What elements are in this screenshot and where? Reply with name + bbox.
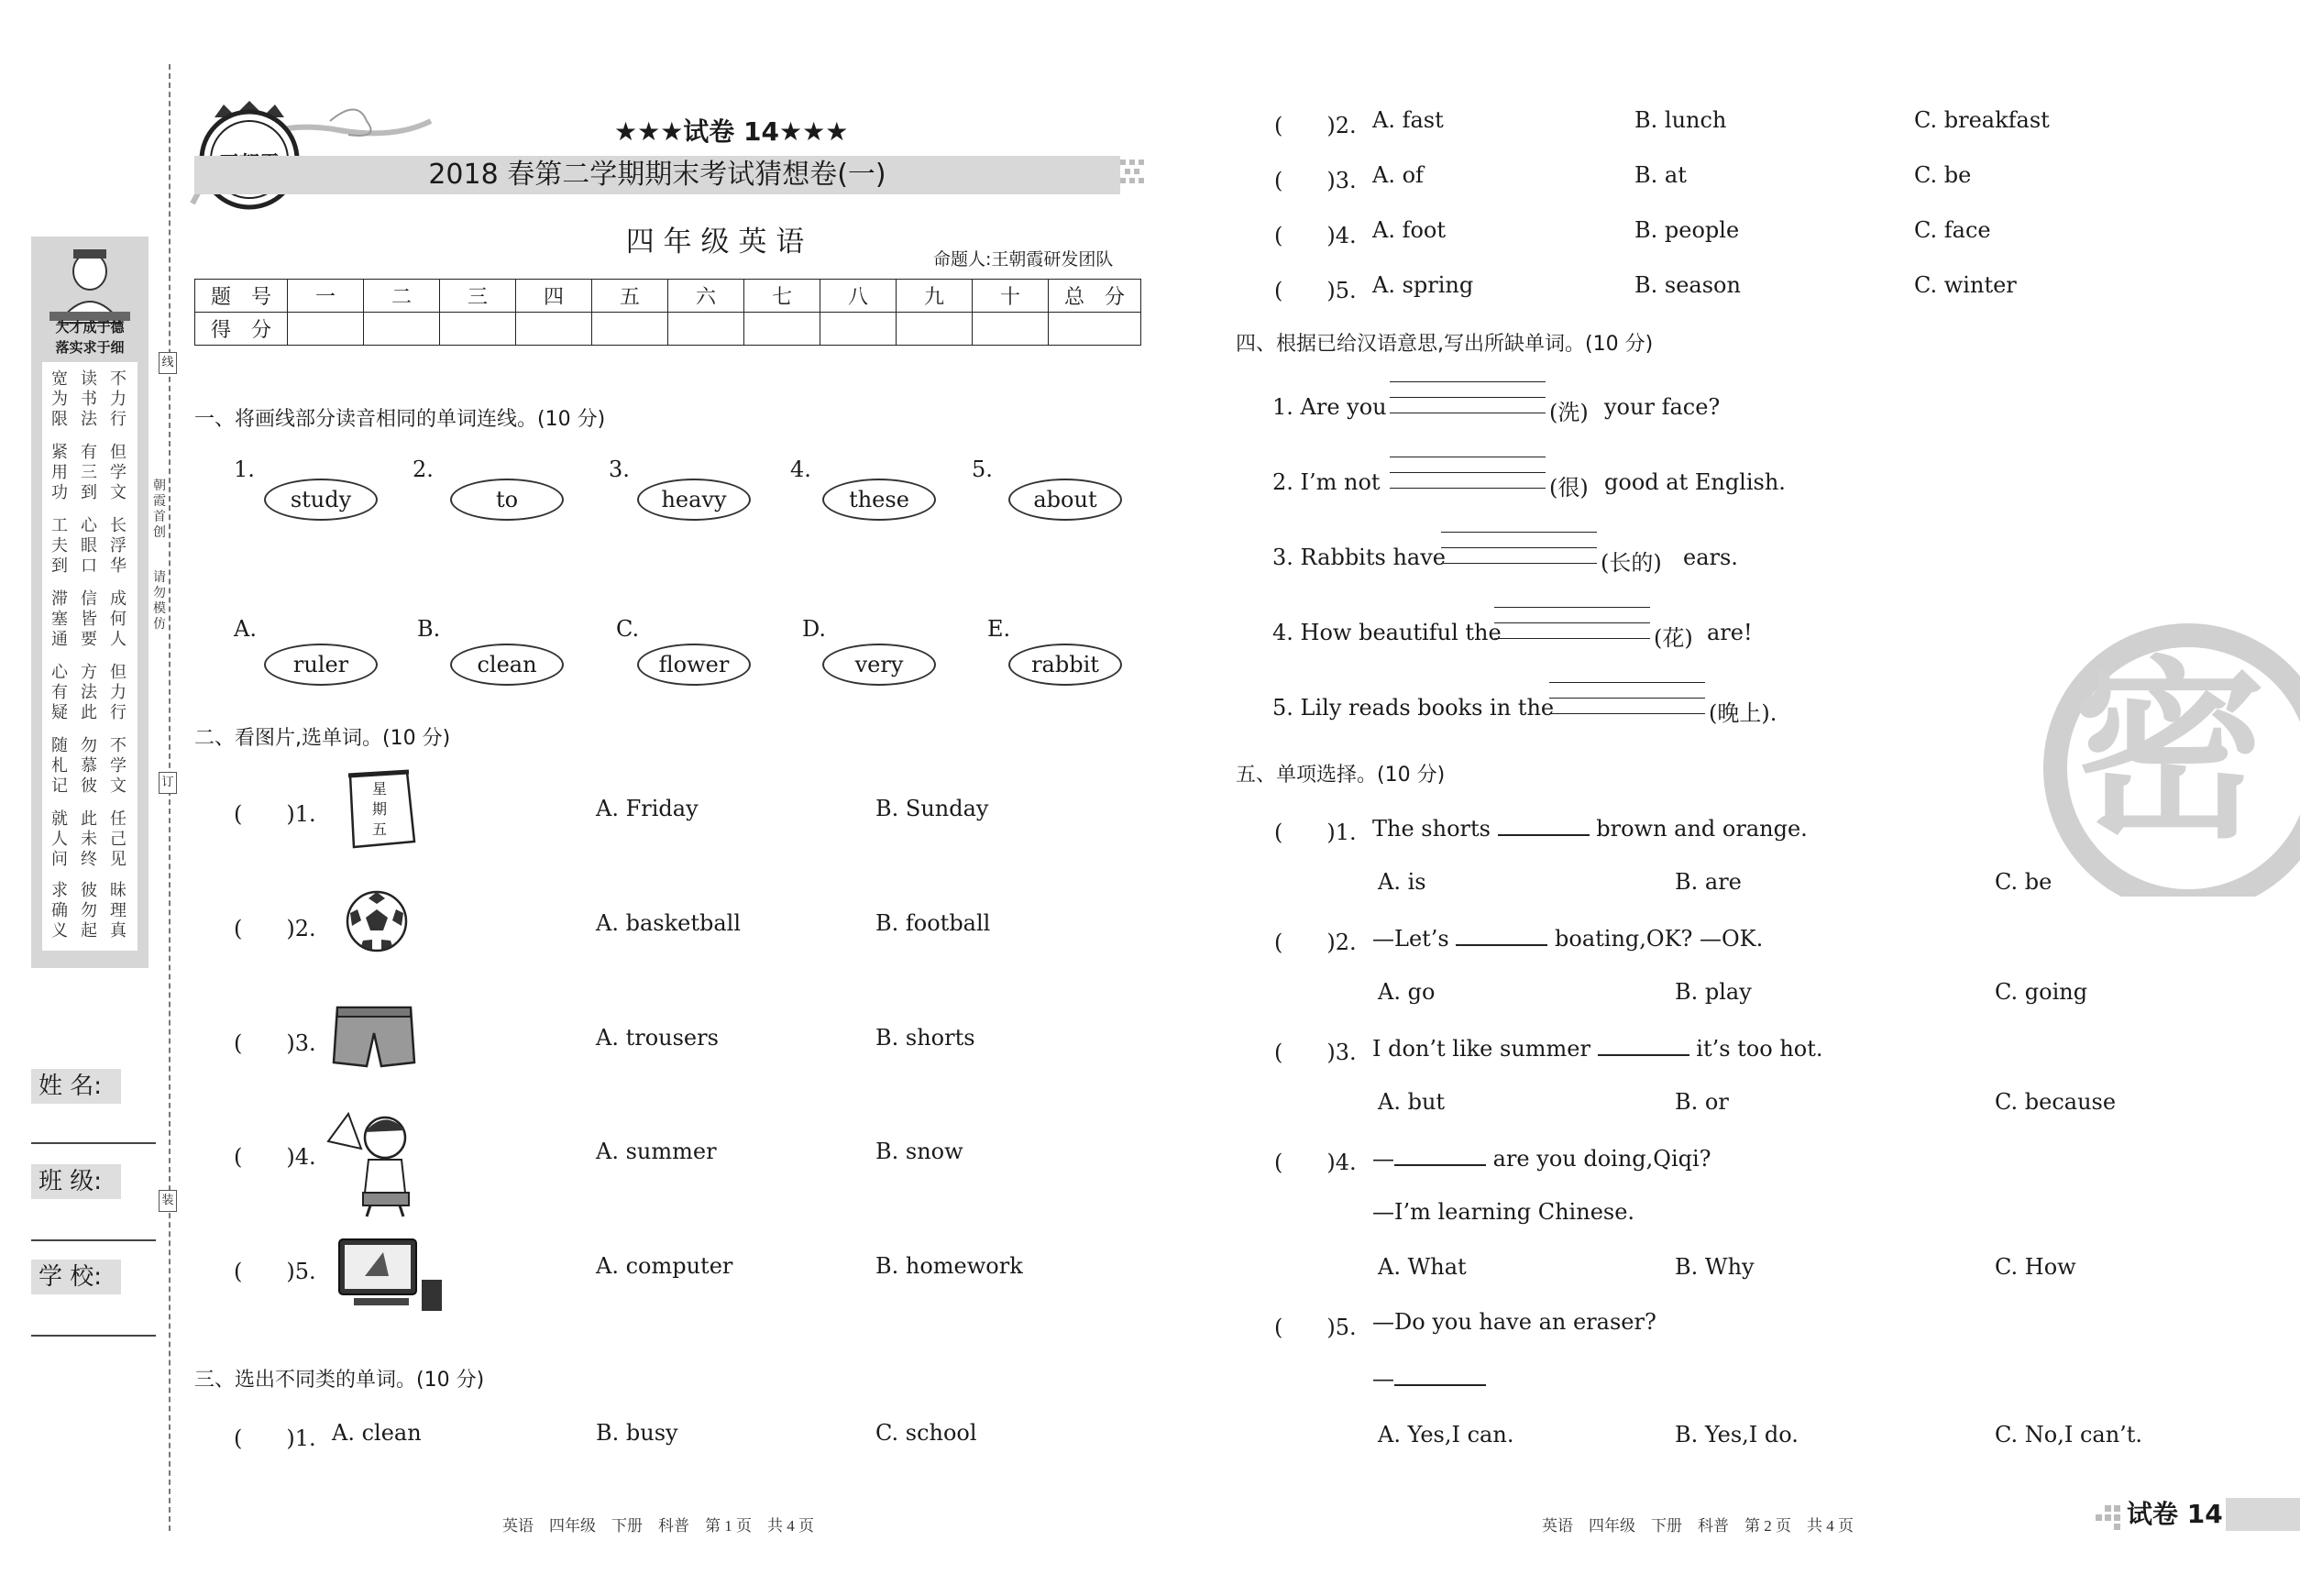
score-cell: 六 <box>668 280 744 313</box>
fill-hint: (晚上). <box>1709 700 1777 726</box>
fill-hint: (很) <box>1549 475 1589 501</box>
option-a[interactable]: A. of <box>1372 162 1424 188</box>
option-a[interactable]: A. go <box>1378 979 1436 1005</box>
option-c[interactable]: C. going <box>1995 979 2088 1005</box>
motto-text: 求确义 <box>51 881 68 941</box>
fill-sentence-end: your face? <box>1604 394 1721 420</box>
option-b[interactable]: B. homework <box>875 1253 1023 1279</box>
side-vertical-text: 朝霞首创 <box>153 479 166 540</box>
answer-blank[interactable] <box>1598 1034 1689 1056</box>
question-end: boating,OK? —OK. <box>1555 926 1764 952</box>
motto-text: 长浮华 <box>110 516 127 576</box>
class-label: 班 级: <box>31 1164 121 1199</box>
match-word-oval[interactable]: ruler <box>264 644 378 686</box>
dialog-reply <box>1372 1364 1486 1392</box>
question-text <box>1372 814 1808 842</box>
motto-columns <box>42 362 138 951</box>
watermark-seal <box>2028 612 2300 897</box>
motto-text: 彼勿起 <box>81 881 97 941</box>
question-end: brown and orange. <box>1596 816 1808 842</box>
answer-paren[interactable]: ( )5. <box>1274 1315 1357 1340</box>
motto-text: 宽为限 <box>51 369 68 429</box>
answer-paren[interactable]: ( )2. <box>234 916 316 941</box>
score-input[interactable] <box>744 313 820 346</box>
motto-text: 有三到 <box>81 443 97 502</box>
option-a[interactable]: A. foot <box>1372 217 1447 243</box>
section5-title: 五、单项选择。(10 分) <box>1236 764 1446 787</box>
answer-lines[interactable] <box>1549 682 1705 733</box>
score-input[interactable] <box>973 313 1049 346</box>
option-a[interactable]: A. is <box>1378 869 1426 895</box>
score-cell: 一 <box>288 280 364 313</box>
section3-title: 三、选出不同类的单词。(10 分) <box>194 1369 485 1392</box>
author-line: 命题人:王朝霞研发团队 <box>933 249 1114 270</box>
exam-number: ★★★试卷 14★★★ <box>614 116 849 147</box>
name-label: 姓 名: <box>31 1069 121 1104</box>
fill-sentence-end: ears. <box>1683 545 1738 570</box>
option-b[interactable]: B. Sunday <box>875 796 989 821</box>
football-icon <box>345 889 409 953</box>
answer-blank[interactable] <box>1394 1144 1486 1166</box>
option-c[interactable]: C. school <box>875 1420 977 1446</box>
match-word-oval[interactable]: very <box>822 644 936 686</box>
option-a[interactable]: A. but <box>1378 1089 1446 1115</box>
fill-hint: (长的) <box>1601 550 1662 576</box>
motto-text: 心有疑 <box>51 663 68 722</box>
answer-paren[interactable]: ( )2. <box>1274 930 1357 955</box>
answer-paren[interactable]: ( )3. <box>1274 1040 1357 1065</box>
motto-text: 不力行 <box>110 369 127 429</box>
option-c[interactable]: C. because <box>1995 1089 2117 1115</box>
option-b[interactable]: B. football <box>875 910 991 936</box>
match-number: 3. <box>609 457 630 482</box>
score-input[interactable] <box>516 313 592 346</box>
question-text <box>1372 924 1763 952</box>
match-word-oval[interactable]: study <box>264 479 378 521</box>
option-b[interactable]: B. shorts <box>875 1025 975 1051</box>
match-letter: C. <box>616 616 640 642</box>
score-input[interactable] <box>820 313 897 346</box>
score-cell: 得 分 <box>195 313 288 346</box>
answer-paren[interactable]: ( )1. <box>1274 820 1357 845</box>
option-a[interactable]: A. fast <box>1372 107 1444 133</box>
side-tag-xian: 线 <box>159 352 177 374</box>
footer-page2: 英语 四年级 下册 科普 第 2 页 共 4 页 <box>1542 1517 1854 1535</box>
answer-paren[interactable]: ( )5. <box>1274 278 1357 303</box>
fill-sentence-start: 4. How beautiful the <box>1272 620 1502 645</box>
score-cell: 五 <box>592 280 668 313</box>
match-word-oval[interactable]: rabbit <box>1008 644 1122 686</box>
answer-lines[interactable] <box>1494 607 1650 658</box>
option-a[interactable]: A. Yes,I can. <box>1378 1422 1514 1447</box>
motto-text: 昧理真 <box>110 881 127 941</box>
answer-blank[interactable] <box>1498 814 1590 836</box>
match-letter: A. <box>234 616 257 642</box>
score-input[interactable] <box>440 313 516 346</box>
banner-line2: 落实求于细 <box>55 339 125 356</box>
school-field[interactable] <box>31 1335 156 1337</box>
answer-paren[interactable]: ( )3. <box>1274 168 1357 193</box>
option-a[interactable]: A. Friday <box>596 796 699 821</box>
dialog-reply: —I’m learning Chinese. <box>1372 1199 1635 1225</box>
scholar-illustration <box>46 244 134 325</box>
motto-text: 滞塞通 <box>51 589 68 649</box>
motto-text: 但学文 <box>110 443 127 502</box>
score-input[interactable] <box>1049 313 1141 346</box>
option-a[interactable]: A. clean <box>332 1420 422 1446</box>
question-start: — <box>1372 1146 1394 1172</box>
binding-cut-line <box>169 64 171 1531</box>
match-number: 1. <box>234 457 255 482</box>
option-b[interactable]: B. season <box>1634 272 1741 298</box>
option-a[interactable]: A. What <box>1378 1254 1467 1280</box>
match-number: 5. <box>972 457 993 482</box>
score-input[interactable] <box>897 313 973 346</box>
score-input[interactable] <box>668 313 744 346</box>
option-c[interactable]: C. be <box>1995 869 2052 895</box>
fill-sentence-start: 1. Are you <box>1272 394 1387 420</box>
motto-text: 不学文 <box>110 736 127 796</box>
answer-lines[interactable] <box>1441 532 1597 583</box>
fill-hint: (花) <box>1654 625 1693 651</box>
title-bar-dots <box>1118 156 1155 194</box>
motto-text: 但力行 <box>110 663 127 722</box>
footer-exam-tab: 试卷 14 <box>2127 1499 2223 1529</box>
score-cell: 总 分 <box>1049 280 1141 313</box>
score-cell: 十 <box>973 280 1049 313</box>
option-c[interactable]: C. winter <box>1914 272 2017 298</box>
answer-paren[interactable]: ( )4. <box>1274 223 1357 248</box>
motto-text: 勿慕彼 <box>81 736 97 796</box>
fill-sentence-start: 3. Rabbits have <box>1272 545 1446 570</box>
answer-paren[interactable]: ( )1. <box>234 801 316 827</box>
option-a[interactable]: A. basketball <box>596 910 741 936</box>
answer-blank[interactable] <box>1456 924 1547 946</box>
watermark-char: 密 <box>2074 640 2267 864</box>
footer-tab-bg <box>2226 1498 2300 1531</box>
fill-sentence-end: are! <box>1707 620 1753 645</box>
question-text: —Do you have an eraser? <box>1372 1309 1656 1335</box>
school-label: 学 校: <box>31 1260 121 1294</box>
option-c[interactable]: C. How <box>1995 1254 2076 1280</box>
score-header-row <box>195 280 1141 313</box>
match-letter: E. <box>987 616 1011 642</box>
option-a[interactable]: A. spring <box>1372 272 1474 298</box>
match-word-oval[interactable]: clean <box>450 644 564 686</box>
answer-paren[interactable]: ( )4. <box>234 1144 316 1170</box>
answer-paren[interactable]: ( )4. <box>1274 1150 1357 1175</box>
score-cell: 三 <box>440 280 516 313</box>
answer-paren[interactable]: ( )1. <box>234 1425 316 1451</box>
section1-title: 一、将画线部分读音相同的单词连线。(10 分) <box>194 408 606 431</box>
option-a[interactable]: A. computer <box>596 1253 733 1279</box>
fill-sentence-start: 2. I’m not <box>1272 469 1381 495</box>
match-word-oval[interactable]: about <box>1008 479 1122 521</box>
motto-text: 就人问 <box>51 809 68 869</box>
option-b[interactable]: B. or <box>1675 1089 1729 1115</box>
footer-tab-dots <box>2092 1503 2123 1531</box>
option-c[interactable]: C. breakfast <box>1914 107 2050 133</box>
side-tag-ding: 订 <box>159 772 177 794</box>
side-vertical-text: 请勿模仿 <box>153 570 166 632</box>
section2-title: 二、看图片,选单词。(10 分) <box>194 727 451 750</box>
answer-paren[interactable]: ( )3. <box>234 1030 316 1056</box>
motto-text: 读书法 <box>81 369 97 429</box>
question-end: it’s too hot. <box>1696 1036 1823 1062</box>
page-title: 2018 春第二学期期末考试猜想卷(一) <box>428 159 886 191</box>
motto-text: 成何人 <box>110 589 127 649</box>
score-value-row <box>195 313 1141 346</box>
score-cell: 九 <box>897 280 973 313</box>
hot-boy-icon <box>321 1105 422 1219</box>
option-b[interactable]: B. Yes,I do. <box>1675 1422 1799 1447</box>
motto-text: 任己见 <box>110 809 127 869</box>
option-c[interactable]: C. face <box>1914 217 1991 243</box>
match-word-oval[interactable]: flower <box>637 644 751 686</box>
match-word-oval[interactable]: heavy <box>637 479 751 521</box>
footer-page1: 英语 四年级 下册 科普 第 1 页 共 4 页 <box>502 1517 814 1535</box>
option-b[interactable]: B. busy <box>596 1420 678 1446</box>
name-field[interactable] <box>31 1142 156 1144</box>
motto-text: 紧用功 <box>51 443 68 502</box>
score-cell: 八 <box>820 280 897 313</box>
score-input[interactable] <box>288 313 364 346</box>
option-b[interactable]: B. snow <box>875 1139 963 1164</box>
banner-line1: 大才成于德 <box>55 319 125 336</box>
match-letter: B. <box>417 616 441 642</box>
motto-text: 随札记 <box>51 736 68 796</box>
question-end: are you doing,Qiqi? <box>1492 1146 1711 1172</box>
answer-lines[interactable] <box>1390 457 1546 508</box>
match-word-oval[interactable]: to <box>450 479 564 521</box>
option-b[interactable]: B. are <box>1675 869 1742 895</box>
motto-text: 信皆要 <box>81 589 97 649</box>
option-b[interactable]: B. Why <box>1675 1254 1755 1280</box>
fill-sentence-start: 5. Lily reads books in the <box>1272 695 1555 721</box>
score-cell: 七 <box>744 280 820 313</box>
calendar-icon <box>343 768 418 849</box>
motto-text: 此未终 <box>81 809 97 869</box>
reply-dash: — <box>1372 1366 1394 1392</box>
option-a[interactable]: A. trousers <box>596 1025 719 1051</box>
score-input[interactable] <box>592 313 668 346</box>
score-cell: 二 <box>364 280 440 313</box>
section4-title: 四、根据已给汉语意思,写出所缺单词。(10 分) <box>1236 333 1654 356</box>
answer-lines[interactable] <box>1390 381 1546 433</box>
score-table <box>194 279 1141 346</box>
question-start: The shorts <box>1372 816 1491 842</box>
question-text <box>1372 1034 1823 1062</box>
answer-paren[interactable]: ( )2. <box>1274 113 1357 138</box>
fill-sentence-end: good at English. <box>1604 469 1786 495</box>
subject-title: 四 年 级 英 语 <box>625 226 805 259</box>
class-field[interactable] <box>31 1239 156 1241</box>
answer-blank[interactable] <box>1394 1364 1486 1386</box>
match-number: 2. <box>413 457 434 482</box>
option-b[interactable]: B. people <box>1634 217 1740 243</box>
score-input[interactable] <box>364 313 440 346</box>
motto-text: 工夫到 <box>51 516 68 576</box>
question-start: —Let’s <box>1372 926 1449 952</box>
side-tag-zhuang: 装 <box>159 1190 177 1212</box>
match-letter: D. <box>802 616 827 642</box>
score-cell: 题 号 <box>195 280 288 313</box>
motto-text: 方法此 <box>81 663 97 722</box>
shorts-icon <box>332 1004 416 1070</box>
calendar-text: 星期五 <box>371 780 387 838</box>
fill-hint: (洗) <box>1549 400 1589 425</box>
option-a[interactable]: A. summer <box>596 1139 717 1164</box>
match-number: 4. <box>790 457 811 482</box>
question-start: I don’t like summer <box>1372 1036 1590 1062</box>
option-b[interactable]: B. at <box>1634 162 1687 188</box>
score-cell: 四 <box>516 280 592 313</box>
motto-text: 心眼口 <box>81 516 97 576</box>
match-word-oval[interactable]: these <box>822 479 936 521</box>
option-b[interactable]: B. play <box>1675 979 1752 1005</box>
option-b[interactable]: B. lunch <box>1634 107 1727 133</box>
option-c[interactable]: C. be <box>1914 162 1972 188</box>
question-text <box>1372 1144 1711 1172</box>
answer-paren[interactable]: ( )5. <box>234 1259 316 1284</box>
option-c[interactable]: C. No,I can’t. <box>1995 1422 2143 1447</box>
computer-icon <box>337 1238 447 1313</box>
